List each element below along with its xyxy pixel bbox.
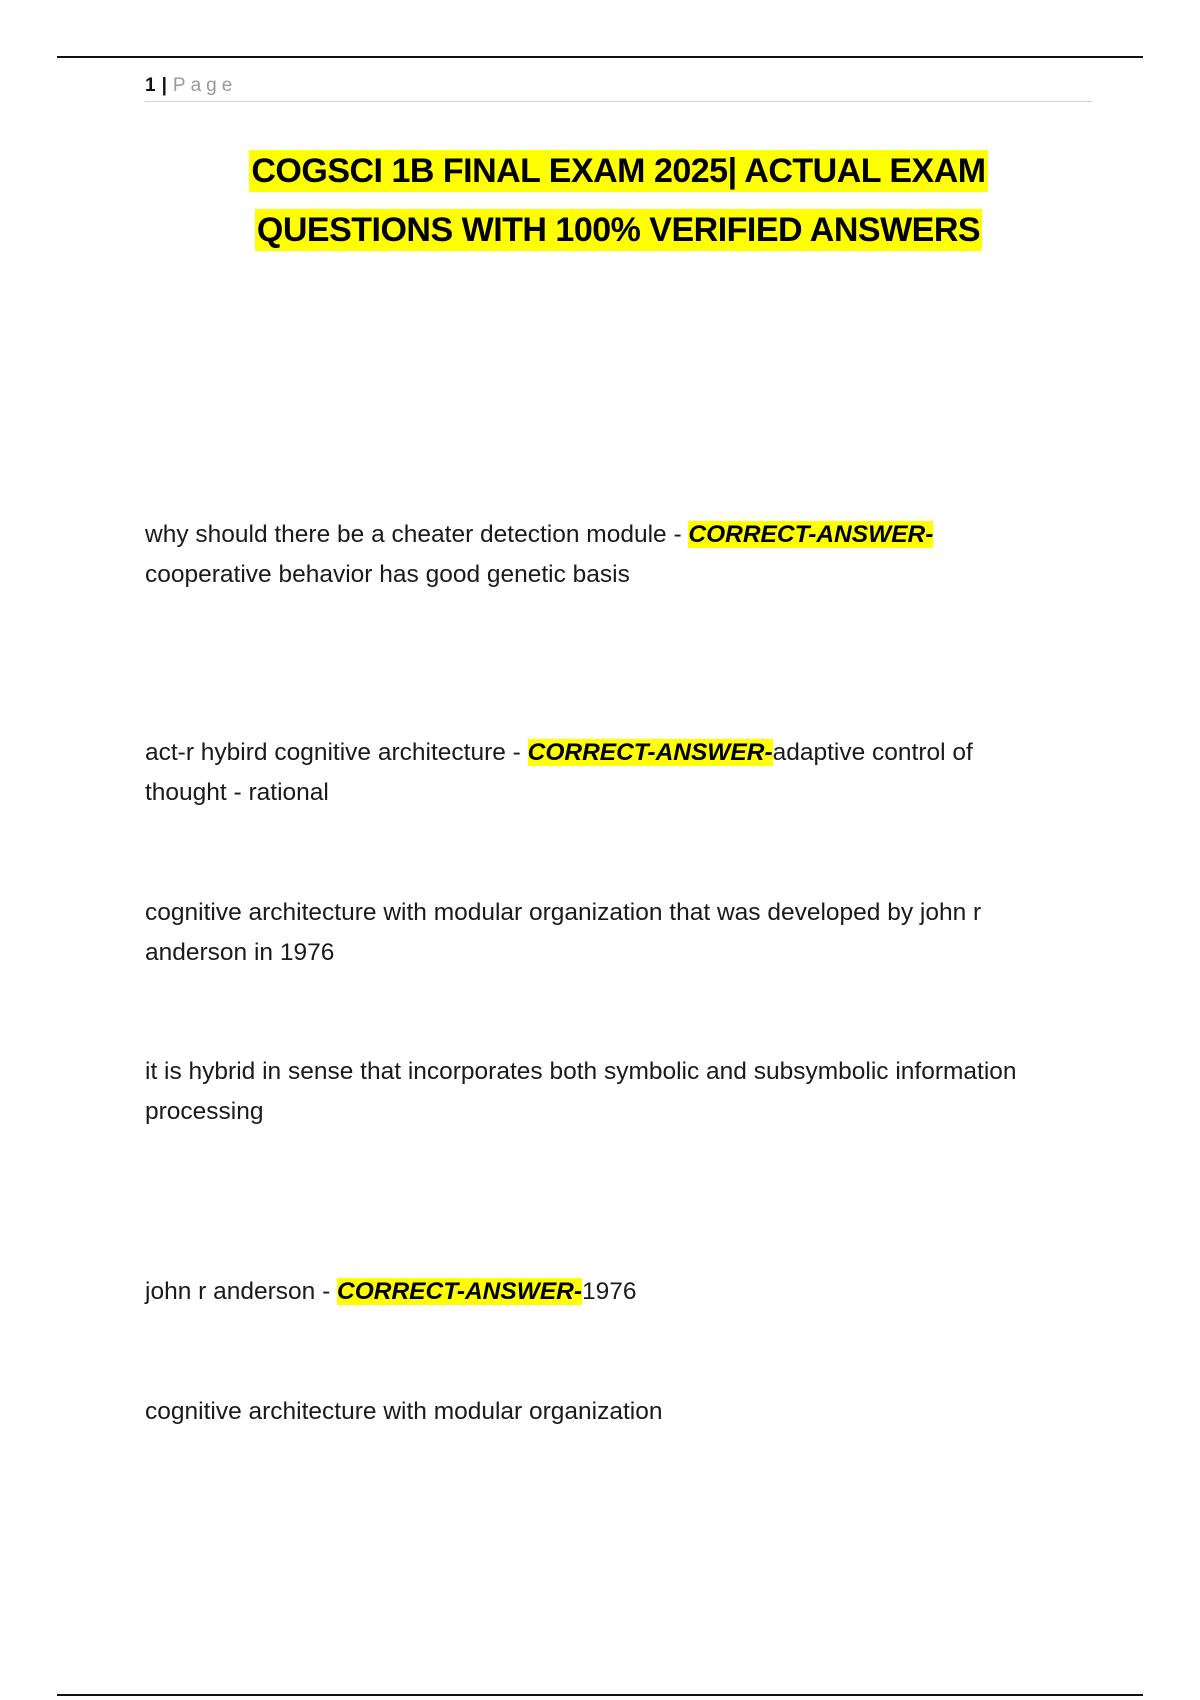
question-text: why should there be a cheater detection module - xyxy=(145,521,689,548)
title-line-1: COGSCI 1B FINAL EXAM 2025| ACTUAL EXAM xyxy=(251,152,986,190)
answer-text: cooperative behavior has good genetic basis xyxy=(145,561,630,588)
title-line-2: QUESTIONS WITH 100% VERIFIED ANSWERS xyxy=(256,211,981,249)
page-number: 1 xyxy=(145,75,156,96)
page-label: Page xyxy=(172,75,238,96)
correct-answer-tag: CORRECT-ANSWER- xyxy=(527,739,773,766)
paragraph-architecture-description: cognitive architecture with modular organization that was developed by john r anderson in 1976 xyxy=(145,899,982,966)
question-text: john r anderson - xyxy=(145,1278,338,1305)
page-header xyxy=(145,73,1092,102)
answer-text-line-1: adaptive control of xyxy=(772,739,973,766)
document-title xyxy=(145,142,1092,260)
paragraph-hybrid-description: it is hybrid in sense that incorporates both symbolic and subsymbolic information processing xyxy=(145,1058,1017,1125)
page-separator: | xyxy=(161,75,167,96)
qa-item-john-anderson xyxy=(145,1272,1090,1312)
bottom-rule xyxy=(57,1694,1143,1696)
qa-item-cheater-detection xyxy=(145,515,1090,595)
paragraph-modular-organization: cognitive architecture with modular organization xyxy=(145,1398,663,1425)
answer-text-line-2: thought - rational xyxy=(145,779,329,806)
correct-answer-tag: CORRECT-ANSWER- xyxy=(688,521,934,548)
correct-answer-tag: CORRECT-ANSWER- xyxy=(337,1278,583,1305)
qa-item-act-r xyxy=(145,733,1090,813)
top-rule xyxy=(57,56,1143,58)
answer-text: 1976 xyxy=(582,1278,637,1305)
question-text: act-r hybird cognitive architecture - xyxy=(145,739,528,766)
